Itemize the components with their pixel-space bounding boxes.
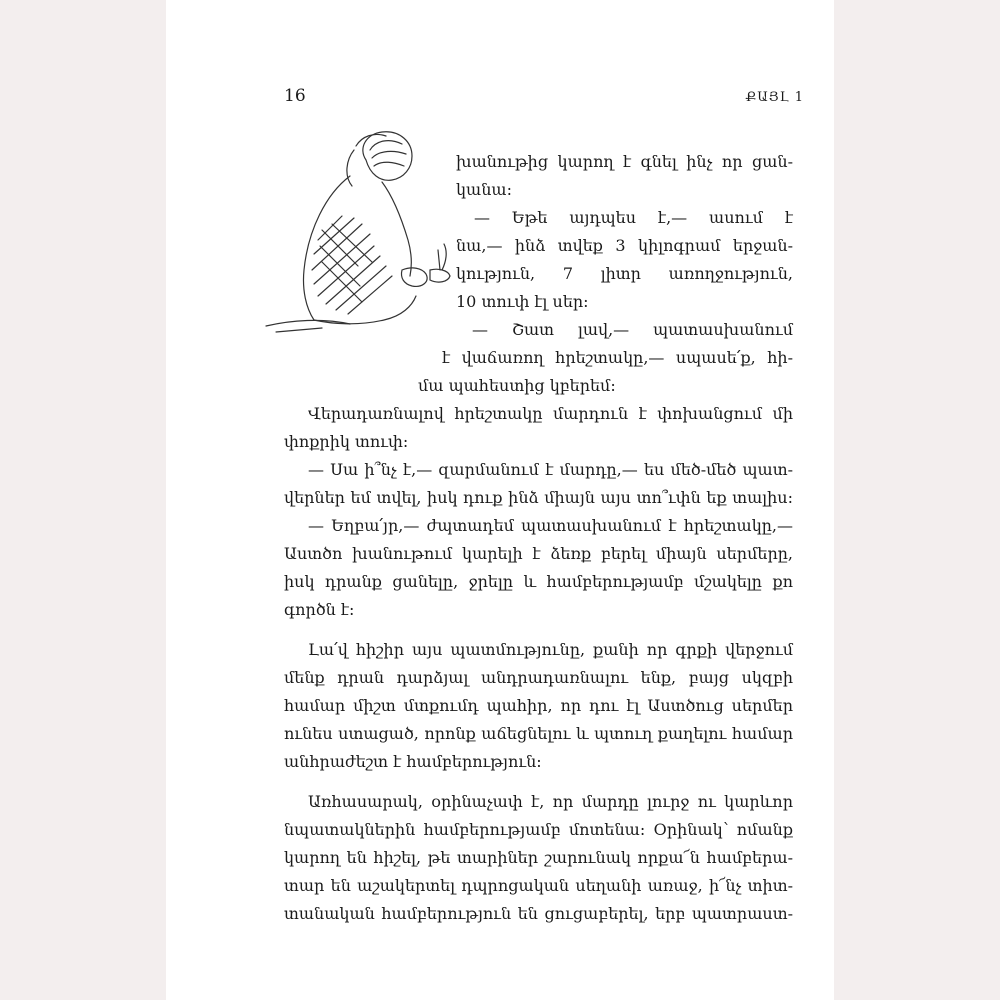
text-line: անհրաժեշտ է համբերություն: — [284, 752, 542, 771]
text-line: կություն, 7 լիտր առողջություն, — [456, 264, 793, 283]
text-line: կարող են հիշել, թե տարիներ շարունակ որքա՜ն համբերա- — [284, 848, 793, 867]
text-line: մա պահեստից կբերեմ: — [418, 376, 616, 395]
text-line: կանա: — [456, 180, 512, 199]
page-number: 16 — [284, 86, 306, 106]
text-line: իսկ դրանք ցանելը, ջրելը և համբերությամբ մշակելը քո — [284, 572, 793, 591]
text-line: փոքրիկ տուփ: — [284, 432, 409, 451]
running-head: ՔԱՅԼ 1 — [745, 90, 804, 105]
text-line: խանութից կարող է գնել ինչ որ ցան- — [456, 152, 793, 171]
text-line: — Եղբա՛յր,— ժպտադեմ պատասխանում է հրեշտակը,— — [308, 516, 793, 535]
text-line: — Շատ լավ,— պատասխանում — [472, 320, 793, 339]
text-line: տանական համբերություն են ցուցաբերել, երբ պատրաստ- — [284, 904, 793, 923]
text-line: Առհասարակ, օրինաչափ է, որ մարդը լուրջ ու կարևոր — [308, 792, 793, 811]
text-line: նպատակներին համբերությամբ մոտենա: Օրինակ՝ ոմանք — [284, 820, 793, 839]
text-line: ունես ստացած, որոնք աճեցնելու և պտուղ քաղելու համար — [284, 724, 793, 743]
text-line: — Սա ի՞նչ է,— զարմանում է մարդը,— ես մեծ-մեծ պատ- — [308, 460, 793, 479]
text-line: տար են աշակերտել դպրոցական սեղանի առաջ, ի՜նչ տիտ- — [284, 876, 793, 895]
text-line: է վաճառող հրեշտակը,— սպասե՛ք, հի- — [442, 348, 793, 367]
text-line: — Եթե այդպես է,— ասում է — [474, 208, 793, 227]
text-line: գործն է: — [284, 600, 355, 619]
text-line: վերներ եմ տվել, իսկ դուք ինձ միայն այս տո՞ւփն եք տալիս: — [284, 488, 793, 507]
text-line: 10 տուփ էլ սեր: — [456, 292, 589, 311]
text-line: մենք դրան դարձյալ անդրադառնալու ենք, բայց սկզբի — [284, 668, 793, 687]
text-line: Վերադառնալով հրեշտակը մարդուն է փոխանցում մի — [308, 404, 793, 423]
book-page — [166, 0, 834, 1000]
text-line: նա,— ինձ տվեք 3 կիլոգրամ երջան- — [456, 236, 793, 255]
text-line: համար միշտ մտքումդ պահիր, որ դու էլ Աստծուց սերմեր — [284, 696, 793, 715]
text-line: Լա՛վ հիշիր այս պատմությունը, քանի որ գրքի վերջում — [308, 640, 793, 659]
text-line: Աստծո խանութում կարելի է ձեռք բերել միայն սերմերը, — [284, 544, 793, 563]
kneeling-person-sketch-icon — [262, 120, 462, 335]
